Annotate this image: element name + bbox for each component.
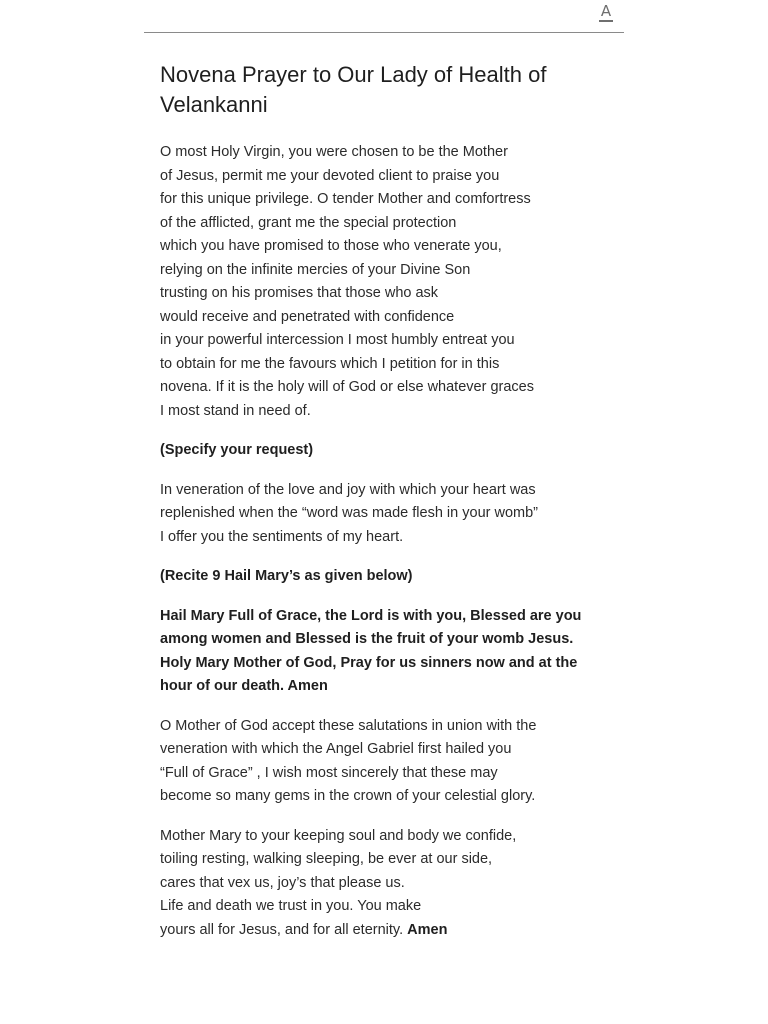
prayer-paragraph-4	[160, 825, 608, 943]
text-format-button[interactable]	[598, 3, 614, 23]
prayer-paragraph-1: O most Holy Virgin, you were chosen to be the Mother of Jesus, permit me your devoted client to praise you for this unique privilege. O tender Mother and comfortress of the afflicted, grant me the special protection which you have promised to those who venerate you, relying on the infinite mercies of your Divine Son trusting on his promises that those who ask would receive and penetrated with confidence in your powerful intercession I most humbly entreat you to obtain for me the favours which I petition for in this novena. If it is the holy will of God or else whatever graces I most stand in need of.	[160, 144, 534, 419]
prayer-paragraph-4-text: Mother Mary to your keeping soul and body we confide, toiling resting, walking sleeping, be ever at our side, cares that vex us, joy’s that please us. Life and death we trust in you. You make yours all for Jesus, and for all eternity.	[160, 827, 517, 938]
article	[160, 60, 608, 942]
reader-toolbar	[144, 0, 624, 33]
text-format-icon: A	[600, 2, 612, 20]
amen-text: Amen	[407, 921, 448, 938]
specify-request-instruction: (Specify your request)	[160, 442, 314, 458]
prayer-paragraph-3: O Mother of God accept these salutations in union with the veneration with which the Angel Gabriel first hailed you “Full of Grace” , I wish most sincerely that these may become so many gems in the crown of your celestial glory.	[160, 717, 537, 804]
prayer-paragraph-2: In veneration of the love and joy with which your heart was replenished when the “word was made flesh in your womb” I offer you the sentiments of my heart.	[160, 481, 538, 545]
hail-mary-line-2: Holy Mary Mother of God, Pray for us sinners now and at the hour of our death. Amen	[160, 654, 578, 694]
recite-instruction: (Recite 9 Hail Mary’s as given below)	[160, 568, 413, 584]
hail-mary-line-1: Hail Mary Full of Grace, the Lord is with you, Blessed are you among women and Blessed is the fruit of your womb Jesus.	[160, 607, 582, 647]
hail-mary-block	[160, 605, 608, 699]
page-title: Novena Prayer to Our Lady of Health of Velankanni	[160, 62, 547, 117]
text-format-underline	[599, 20, 613, 22]
